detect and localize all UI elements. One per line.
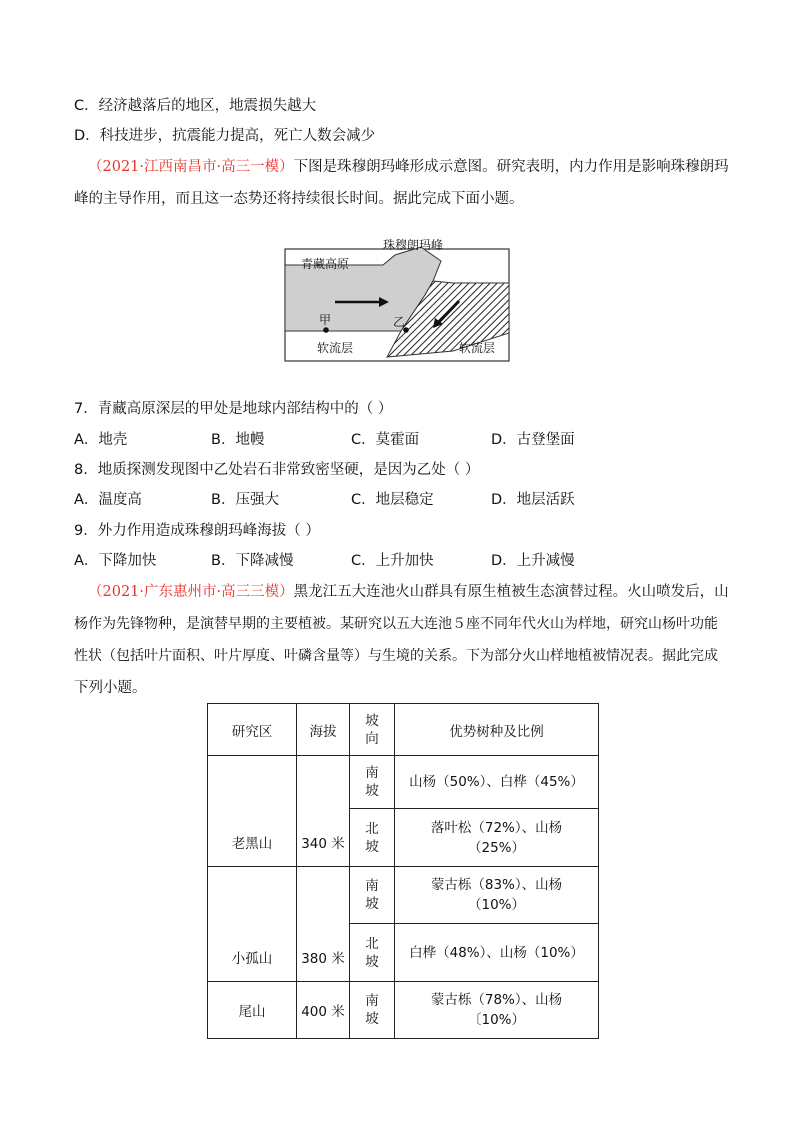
cell-altitude: 380 米 [297, 867, 350, 982]
q8-option-c: C．地层稳定 [351, 492, 434, 508]
passage1-text-l1: 下图是珠穆朗玛峰形成示意图。研究表明，内力作用是影响珠穆朗玛 [293, 159, 729, 175]
passage2-line1 [88, 582, 729, 602]
cell-species: 山杨（50%）、白桦（45%） [395, 756, 599, 809]
passage1-source: （2021·江西南昌市·高三一模） [88, 159, 294, 175]
passage1-line2: 峰的主导作用，而且这一态势还将持续很长时间。据此完成下面小题。 [74, 191, 524, 207]
cell-slope: 北坡 [350, 924, 395, 982]
cell-area: 小孤山 [208, 867, 297, 982]
header-altitude: 海拔 [297, 704, 350, 756]
option-c-prev: C．经济越落后的地区，地震损失越大 [74, 98, 317, 114]
cell-species: 落叶松（72%）、山杨（25%） [395, 809, 599, 867]
label-asthenosphere-right: 软流层 [459, 341, 496, 355]
q9-stem: 9．外力作用造成珠穆朗玛峰海拔（ ） [74, 523, 320, 539]
q7-option-b: B．地幔 [211, 432, 265, 448]
header-species: 优势树种及比例 [395, 704, 599, 756]
cell-species: 蒙古栎（83%）、山杨（10%） [395, 867, 599, 924]
vegetation-table [207, 703, 599, 1039]
cell-altitude: 340 米 [297, 756, 350, 867]
label-yi: 乙 [393, 315, 406, 329]
header-area: 研究区 [208, 704, 297, 756]
passage2-line3: 性状（包括叶片面积、叶片厚度、叶磷含量等）与生境的关系。下为部分火山样地植被情况表。据此完成 [74, 648, 718, 664]
cell-slope: 南坡 [350, 867, 395, 924]
cell-species: 白桦（48%）、山杨（10%） [395, 924, 599, 982]
cell-slope: 北坡 [350, 809, 395, 867]
label-plateau: 青藏高原 [301, 257, 350, 271]
option-d-prev: D．科技进步，抗震能力提高，死亡人数会减少 [74, 128, 376, 144]
header-slope: 坡向 [350, 704, 395, 756]
table-header-row [208, 704, 599, 756]
q9-option-c: C．上升加快 [351, 553, 434, 569]
cell-species: 蒙古栎（78%）、山杨〔10%） [395, 982, 599, 1039]
cell-area: 老黑山 [208, 756, 297, 867]
table-row [208, 867, 599, 924]
table-row [208, 756, 599, 809]
passage2-source: （2021·广东惠州市·高三三模） [88, 584, 294, 600]
q8-option-a: A．温度高 [74, 492, 142, 508]
q8-stem: 8．地质探测发现图中乙处岩石非常致密坚硬，是因为乙处（ ） [74, 462, 480, 478]
q7-option-a: A．地壳 [74, 432, 128, 448]
label-everest: 珠穆朗玛峰 [383, 238, 444, 252]
cell-slope: 南坡 [350, 982, 395, 1039]
q8-option-d: D．地层活跃 [491, 492, 575, 508]
q8-option-b: B．压强大 [211, 492, 279, 508]
label-jia: 甲 [319, 313, 332, 327]
q9-option-d: D．上升减慢 [491, 553, 575, 569]
q9-option-b: B．下降减慢 [211, 553, 294, 569]
q7-option-c: C．莫霍面 [351, 432, 420, 448]
table-row [208, 982, 599, 1039]
passage1-line1 [88, 157, 729, 177]
everest-formation-diagram [283, 235, 515, 365]
q9-option-a: A．下降加快 [74, 553, 157, 569]
cell-area: 尾山 [208, 982, 297, 1039]
q7-option-d: D．古登堡面 [491, 432, 575, 448]
q7-stem: 7．青藏高原深层的甲处是地球内部结构中的（ ） [74, 401, 393, 417]
passage2-line4: 下列小题。 [74, 680, 147, 696]
passage2-line2: 杨作为先锋物种，是演替早期的主要植被。某研究以五大连池５座不同年代火山为样地，研究山杨叶功能 [74, 616, 718, 632]
passage2-text-l1: 黑龙江五大连池火山群具有原生植被生态演替过程。火山喷发后，山 [293, 584, 729, 600]
label-asthenosphere-left: 软流层 [317, 341, 354, 355]
cell-slope: 南坡 [350, 756, 395, 809]
cell-altitude: 400 米 [297, 982, 350, 1039]
